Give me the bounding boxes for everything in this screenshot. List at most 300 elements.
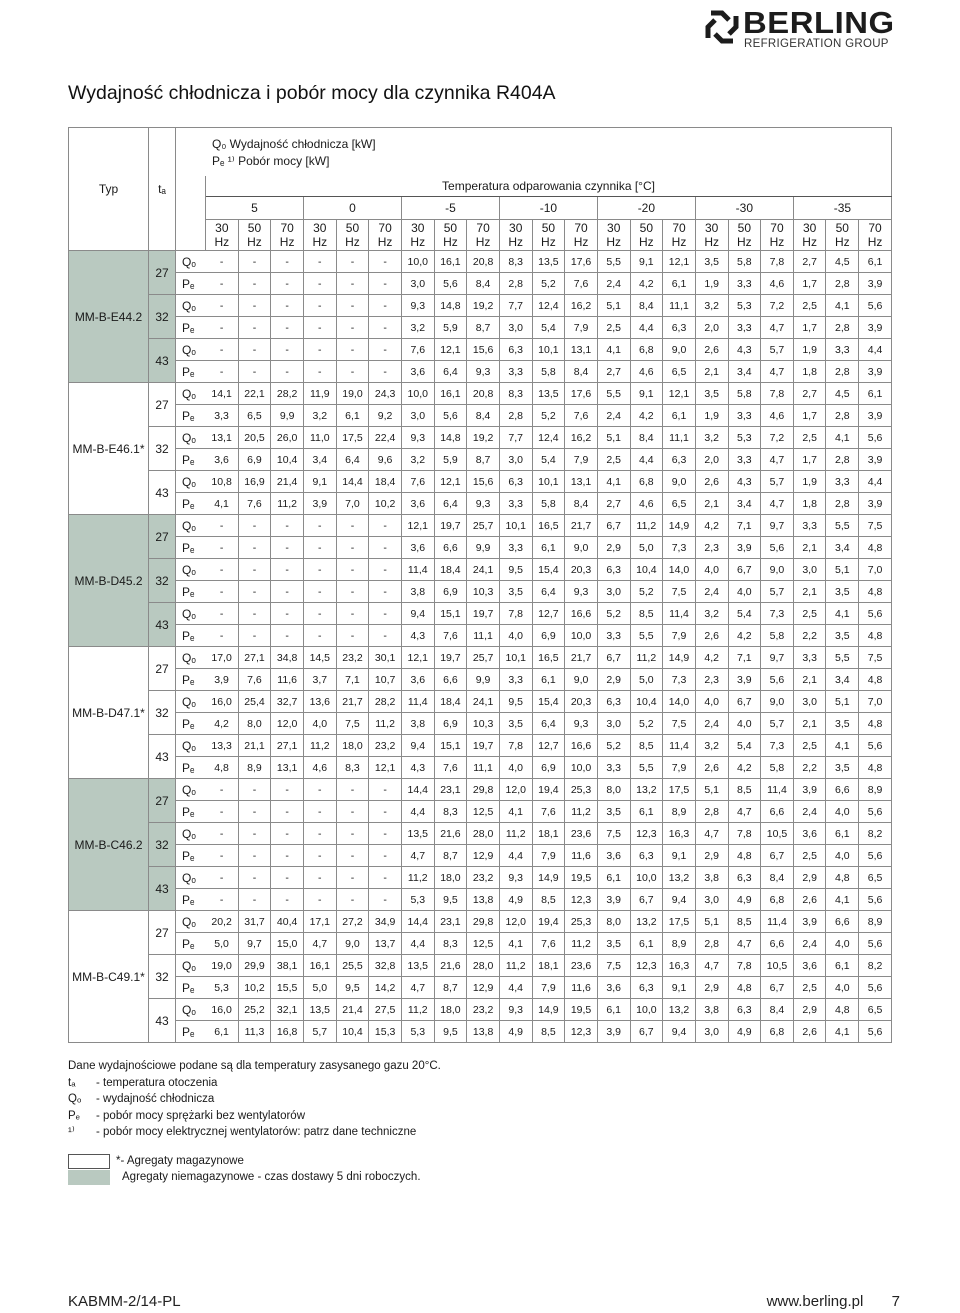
- value-cell: 18,0: [434, 999, 467, 1021]
- value-cell: 8,4: [630, 295, 663, 317]
- value-cell: 4,1: [826, 603, 859, 625]
- value-cell: 12,1: [401, 647, 434, 669]
- value-cell: 7,3: [663, 537, 696, 559]
- frequency-unit: Hz: [573, 235, 589, 249]
- value-cell: 4,3: [728, 339, 761, 361]
- value-cell: -: [271, 295, 304, 317]
- value-cell: 15,1: [434, 603, 467, 625]
- value-cell: -: [238, 339, 271, 361]
- value-cell: -: [271, 515, 304, 537]
- value-cell: 4,8: [728, 845, 761, 867]
- value-cell: 6,3: [630, 977, 663, 999]
- value-cell: -: [206, 317, 239, 339]
- model-type-cell: MM-B-E46.1*: [69, 383, 149, 515]
- value-cell: 9,0: [761, 691, 794, 713]
- value-cell: 5,6: [859, 933, 892, 955]
- value-cell: 12,1: [434, 471, 467, 493]
- value-cell: 19,5: [565, 999, 598, 1021]
- header-row-temperature-title: [69, 176, 892, 197]
- value-cell: 1,7: [793, 273, 826, 295]
- value-cell: 6,3: [663, 317, 696, 339]
- value-cell: 5,1: [597, 427, 630, 449]
- value-cell: 3,0: [695, 1021, 728, 1043]
- value-cell: 3,3: [597, 757, 630, 779]
- table-row: [69, 889, 892, 911]
- value-cell: 3,9: [793, 911, 826, 933]
- value-cell: 13,1: [565, 339, 598, 361]
- value-cell: 3,3: [728, 317, 761, 339]
- value-cell: 2,8: [695, 801, 728, 823]
- value-cell: 3,4: [303, 449, 336, 471]
- value-cell: -: [206, 295, 239, 317]
- value-cell: 16,6: [565, 603, 598, 625]
- value-cell: 6,1: [630, 801, 663, 823]
- value-cell: 23,2: [369, 735, 402, 757]
- value-cell: 16,3: [663, 955, 696, 977]
- value-cell: 25,3: [565, 779, 598, 801]
- value-cell: 29,8: [467, 779, 500, 801]
- value-cell: 8,7: [467, 317, 500, 339]
- value-cell: -: [271, 823, 304, 845]
- value-cell: 11,6: [565, 977, 598, 999]
- value-cell: 7,5: [597, 823, 630, 845]
- value-cell: 13,2: [663, 867, 696, 889]
- value-cell: 18,4: [369, 471, 402, 493]
- value-cell: 6,1: [532, 537, 565, 559]
- value-cell: 10,1: [532, 339, 565, 361]
- table-row: [69, 647, 892, 669]
- value-cell: 2,8: [826, 449, 859, 471]
- value-cell: 4,8: [859, 669, 892, 691]
- value-cell: 24,1: [467, 559, 500, 581]
- value-cell: 1,7: [793, 449, 826, 471]
- value-cell: 4,7: [695, 955, 728, 977]
- value-cell: 4,2: [206, 713, 239, 735]
- value-cell: -: [303, 801, 336, 823]
- value-cell: 1,9: [695, 273, 728, 295]
- value-cell: 8,4: [467, 273, 500, 295]
- value-cell: 12,3: [630, 823, 663, 845]
- value-cell: -: [238, 537, 271, 559]
- value-cell: 3,9: [206, 669, 239, 691]
- value-cell: 2,1: [793, 537, 826, 559]
- value-cell: 9,0: [565, 669, 598, 691]
- frequency-value: 30: [607, 221, 621, 235]
- pe-row-label: Pₑ: [176, 361, 206, 383]
- value-cell: 11,1: [467, 625, 500, 647]
- value-cell: 12,0: [271, 713, 304, 735]
- value-cell: 6,7: [630, 889, 663, 911]
- value-cell: 11,1: [663, 295, 696, 317]
- value-cell: 1,7: [793, 405, 826, 427]
- pe-row-label: Pₑ: [176, 317, 206, 339]
- value-cell: 4,0: [695, 691, 728, 713]
- value-cell: 5,6: [859, 603, 892, 625]
- value-cell: 9,7: [238, 933, 271, 955]
- frequency-unit: Hz: [475, 235, 491, 249]
- value-cell: 2,4: [695, 581, 728, 603]
- value-cell: 2,9: [597, 537, 630, 559]
- value-cell: 14,4: [401, 779, 434, 801]
- value-cell: -: [271, 317, 304, 339]
- value-cell: 4,7: [761, 449, 794, 471]
- value-cell: 9,5: [499, 691, 532, 713]
- value-cell: 4,2: [695, 647, 728, 669]
- value-cell: 32,7: [271, 691, 304, 713]
- value-cell: 3,6: [401, 537, 434, 559]
- table-row: [69, 977, 892, 999]
- value-cell: 3,3: [826, 471, 859, 493]
- value-cell: 6,6: [434, 669, 467, 691]
- table-row: [69, 625, 892, 647]
- frequency-value: 70: [378, 221, 392, 235]
- table-row: [69, 317, 892, 339]
- value-cell: -: [336, 845, 369, 867]
- note-pe-text: - pobór mocy sprężarki bez wentylatorów: [96, 1109, 305, 1122]
- value-cell: 4,6: [630, 493, 663, 515]
- value-cell: 4,3: [728, 471, 761, 493]
- value-cell: 5,7: [761, 581, 794, 603]
- table-row: [69, 713, 892, 735]
- value-cell: 2,8: [826, 361, 859, 383]
- value-cell: 15,4: [532, 559, 565, 581]
- value-cell: 9,5: [336, 977, 369, 999]
- ambient-temperature-cell: 27: [149, 779, 176, 823]
- ambient-temperature-cell: 43: [149, 603, 176, 647]
- frequency-header: [303, 220, 336, 251]
- value-cell: -: [369, 845, 402, 867]
- value-cell: 8,5: [532, 1021, 565, 1043]
- value-cell: 5,6: [434, 273, 467, 295]
- value-cell: 6,1: [826, 955, 859, 977]
- frequency-header: [336, 220, 369, 251]
- notes: [68, 1058, 441, 1141]
- value-cell: 4,9: [499, 1021, 532, 1043]
- value-cell: 11,6: [565, 845, 598, 867]
- frequency-unit: Hz: [345, 235, 360, 249]
- value-cell: 2,6: [793, 1021, 826, 1043]
- value-cell: 5,2: [532, 273, 565, 295]
- value-cell: 5,7: [761, 713, 794, 735]
- value-cell: 2,8: [499, 273, 532, 295]
- qo-row-label: Qₒ: [176, 515, 206, 537]
- value-cell: -: [336, 625, 369, 647]
- note-footnote-symbol: ¹⁾: [68, 1126, 75, 1138]
- value-cell: 6,3: [728, 867, 761, 889]
- value-cell: -: [206, 339, 239, 361]
- value-cell: -: [271, 581, 304, 603]
- document-code: KABMM-2/14-PL: [68, 1293, 181, 1310]
- value-cell: 23,6: [565, 823, 598, 845]
- value-cell: 2,2: [793, 757, 826, 779]
- value-cell: 13,5: [401, 955, 434, 977]
- value-cell: 4,4: [859, 471, 892, 493]
- value-cell: 25,7: [467, 515, 500, 537]
- value-cell: 5,2: [597, 735, 630, 757]
- temperature-header: 0: [303, 197, 401, 220]
- value-cell: -: [206, 251, 239, 273]
- value-cell: 3,5: [826, 581, 859, 603]
- table-row: [69, 867, 892, 889]
- value-cell: 10,0: [630, 999, 663, 1021]
- value-cell: 3,8: [401, 713, 434, 735]
- value-cell: 5,5: [826, 647, 859, 669]
- value-cell: 15,6: [467, 471, 500, 493]
- value-cell: 12,3: [565, 1021, 598, 1043]
- note-ta-text: - temperatura otoczenia: [96, 1076, 218, 1089]
- berling-logo-icon: [705, 10, 739, 44]
- value-cell: 8,5: [630, 603, 663, 625]
- value-cell: 15,1: [434, 735, 467, 757]
- value-cell: 2,9: [793, 867, 826, 889]
- value-cell: 7,9: [663, 625, 696, 647]
- value-cell: 9,3: [565, 581, 598, 603]
- value-cell: 10,4: [630, 559, 663, 581]
- value-cell: 10,5: [761, 823, 794, 845]
- value-cell: -: [238, 317, 271, 339]
- value-cell: 4,1: [597, 339, 630, 361]
- frequency-value: 30: [509, 221, 523, 235]
- value-cell: 25,3: [565, 911, 598, 933]
- value-cell: 5,2: [532, 405, 565, 427]
- pe-row-label: Pₑ: [176, 977, 206, 999]
- ambient-temperature-cell: 43: [149, 735, 176, 779]
- value-cell: -: [369, 823, 402, 845]
- value-cell: 11,4: [401, 691, 434, 713]
- performance-table-wrapper: [68, 127, 892, 1043]
- value-cell: 4,8: [859, 537, 892, 559]
- value-cell: 25,4: [238, 691, 271, 713]
- value-cell: -: [238, 273, 271, 295]
- value-cell: 3,5: [597, 801, 630, 823]
- frequency-value: 70: [574, 221, 588, 235]
- value-cell: 4,0: [826, 801, 859, 823]
- value-cell: 4,2: [630, 405, 663, 427]
- value-cell: 28,0: [467, 823, 500, 845]
- value-cell: -: [336, 361, 369, 383]
- value-cell: 6,7: [597, 647, 630, 669]
- frequency-value: 70: [280, 221, 294, 235]
- table-row: [69, 999, 892, 1021]
- value-cell: 3,0: [401, 273, 434, 295]
- value-cell: 7,5: [859, 647, 892, 669]
- value-cell: 11,2: [630, 515, 663, 537]
- value-cell: 3,0: [401, 405, 434, 427]
- value-cell: 3,6: [401, 361, 434, 383]
- value-cell: 34,9: [369, 911, 402, 933]
- value-cell: 4,1: [206, 493, 239, 515]
- value-cell: 9,7: [761, 647, 794, 669]
- value-cell: 11,4: [663, 735, 696, 757]
- value-cell: -: [238, 251, 271, 273]
- value-cell: 7,9: [565, 317, 598, 339]
- value-cell: 8,0: [597, 911, 630, 933]
- value-cell: 20,3: [565, 559, 598, 581]
- value-cell: 11,4: [401, 559, 434, 581]
- value-cell: 16,2: [565, 295, 598, 317]
- footer-website-page: [767, 1293, 900, 1310]
- value-cell: 2,3: [695, 537, 728, 559]
- model-type-cell: MM-B-E44.2: [69, 251, 149, 383]
- frequency-unit: Hz: [541, 235, 556, 249]
- value-cell: 10,0: [630, 867, 663, 889]
- value-cell: 2,8: [826, 493, 859, 515]
- qo-row-label: Qₒ: [176, 735, 206, 757]
- value-cell: 5,2: [630, 581, 663, 603]
- qo-row-label: Qₒ: [176, 251, 206, 273]
- value-cell: -: [271, 603, 304, 625]
- header-spacer: [176, 176, 206, 251]
- frequency-unit: Hz: [867, 235, 883, 249]
- value-cell: -: [271, 779, 304, 801]
- table-row: [69, 955, 892, 977]
- value-cell: 8,4: [467, 405, 500, 427]
- value-cell: -: [369, 339, 402, 361]
- value-cell: 3,3: [206, 405, 239, 427]
- value-cell: 19,5: [565, 867, 598, 889]
- value-cell: 4,1: [826, 735, 859, 757]
- value-cell: -: [238, 625, 271, 647]
- value-cell: 6,9: [532, 757, 565, 779]
- value-cell: 5,7: [303, 1021, 336, 1043]
- model-type-cell: MM-B-C49.1*: [69, 911, 149, 1043]
- value-cell: -: [206, 515, 239, 537]
- value-cell: 28,2: [369, 691, 402, 713]
- value-cell: 31,7: [238, 911, 271, 933]
- value-cell: 16,9: [238, 471, 271, 493]
- value-cell: 16,2: [565, 427, 598, 449]
- value-cell: 11,2: [565, 933, 598, 955]
- value-cell: 6,3: [597, 559, 630, 581]
- note-qo-symbol: Qₒ: [68, 1093, 82, 1105]
- value-cell: 6,1: [663, 273, 696, 295]
- value-cell: -: [271, 801, 304, 823]
- value-cell: 12,5: [467, 933, 500, 955]
- value-cell: 4,0: [728, 581, 761, 603]
- value-cell: 16,6: [565, 735, 598, 757]
- frequency-header: [532, 220, 565, 251]
- value-cell: 8,4: [761, 867, 794, 889]
- value-cell: 7,8: [761, 383, 794, 405]
- value-cell: 3,9: [728, 537, 761, 559]
- value-cell: 3,0: [499, 449, 532, 471]
- value-cell: 10,8: [206, 471, 239, 493]
- value-cell: 13,3: [206, 735, 239, 757]
- value-cell: 6,8: [630, 339, 663, 361]
- value-cell: 7,6: [238, 669, 271, 691]
- frequency-header: [597, 220, 630, 251]
- value-cell: -: [206, 889, 239, 911]
- value-cell: 20,8: [467, 383, 500, 405]
- value-cell: 21,6: [434, 823, 467, 845]
- value-cell: 3,3: [793, 515, 826, 537]
- value-cell: -: [206, 603, 239, 625]
- value-cell: 3,8: [695, 867, 728, 889]
- value-cell: 8,3: [434, 801, 467, 823]
- value-cell: -: [206, 581, 239, 603]
- frequency-value: 70: [672, 221, 686, 235]
- value-cell: 20,2: [206, 911, 239, 933]
- value-cell: 8,4: [565, 493, 598, 515]
- value-cell: 19,7: [434, 515, 467, 537]
- temperature-header: -10: [499, 197, 597, 220]
- value-cell: 16,1: [434, 251, 467, 273]
- model-type-cell: MM-B-C46.2: [69, 779, 149, 911]
- value-cell: 4,1: [826, 295, 859, 317]
- value-cell: 2,9: [695, 845, 728, 867]
- value-cell: 5,9: [434, 449, 467, 471]
- value-cell: 5,7: [761, 471, 794, 493]
- value-cell: 12,5: [467, 801, 500, 823]
- value-cell: 12,0: [499, 779, 532, 801]
- frequency-value: 70: [868, 221, 882, 235]
- value-cell: 7,8: [499, 603, 532, 625]
- value-cell: 3,9: [859, 273, 892, 295]
- website-link[interactable]: www.berling.pl: [766, 1293, 864, 1310]
- ambient-temperature-cell: 27: [149, 515, 176, 559]
- value-cell: 14,4: [336, 471, 369, 493]
- value-cell: 8,7: [434, 977, 467, 999]
- table-row: [69, 273, 892, 295]
- table-row: [69, 383, 892, 405]
- pe-unit-label: Pₑ ¹⁾ Pobór mocy [kW]: [212, 154, 330, 168]
- value-cell: 3,4: [728, 493, 761, 515]
- value-cell: 17,5: [663, 911, 696, 933]
- ambient-temperature-cell: 27: [149, 383, 176, 427]
- value-cell: 3,6: [793, 823, 826, 845]
- value-cell: 9,0: [761, 559, 794, 581]
- value-cell: 9,0: [565, 537, 598, 559]
- frequency-header: [761, 220, 794, 251]
- value-cell: 4,6: [630, 361, 663, 383]
- value-cell: 2,1: [793, 669, 826, 691]
- value-cell: -: [271, 339, 304, 361]
- frequency-value: 50: [541, 221, 556, 235]
- value-cell: -: [303, 823, 336, 845]
- value-cell: 6,1: [206, 1021, 239, 1043]
- value-cell: 3,7: [303, 669, 336, 691]
- value-cell: 11,2: [565, 801, 598, 823]
- value-cell: 7,6: [401, 339, 434, 361]
- frequency-header: [859, 220, 892, 251]
- column-header-typ: Typ: [69, 128, 149, 251]
- value-cell: 2,4: [695, 713, 728, 735]
- value-cell: 34,8: [271, 647, 304, 669]
- value-cell: 10,7: [369, 669, 402, 691]
- value-cell: 8,9: [859, 779, 892, 801]
- value-cell: 12,4: [532, 427, 565, 449]
- value-cell: 3,3: [793, 647, 826, 669]
- value-cell: 13,5: [303, 999, 336, 1021]
- value-cell: -: [271, 845, 304, 867]
- value-cell: -: [369, 801, 402, 823]
- value-cell: -: [238, 361, 271, 383]
- value-cell: 2,5: [793, 427, 826, 449]
- table-row: [69, 933, 892, 955]
- value-cell: 2,9: [597, 669, 630, 691]
- value-cell: 5,6: [859, 735, 892, 757]
- pe-row-label: Pₑ: [176, 1021, 206, 1043]
- value-cell: 3,0: [793, 691, 826, 713]
- value-cell: 9,1: [663, 845, 696, 867]
- value-cell: 11,2: [303, 735, 336, 757]
- value-cell: 2,0: [695, 449, 728, 471]
- qo-row-label: Qₒ: [176, 999, 206, 1021]
- value-cell: -: [369, 779, 402, 801]
- value-cell: 11,2: [499, 955, 532, 977]
- value-cell: 5,1: [826, 691, 859, 713]
- value-cell: 6,1: [859, 251, 892, 273]
